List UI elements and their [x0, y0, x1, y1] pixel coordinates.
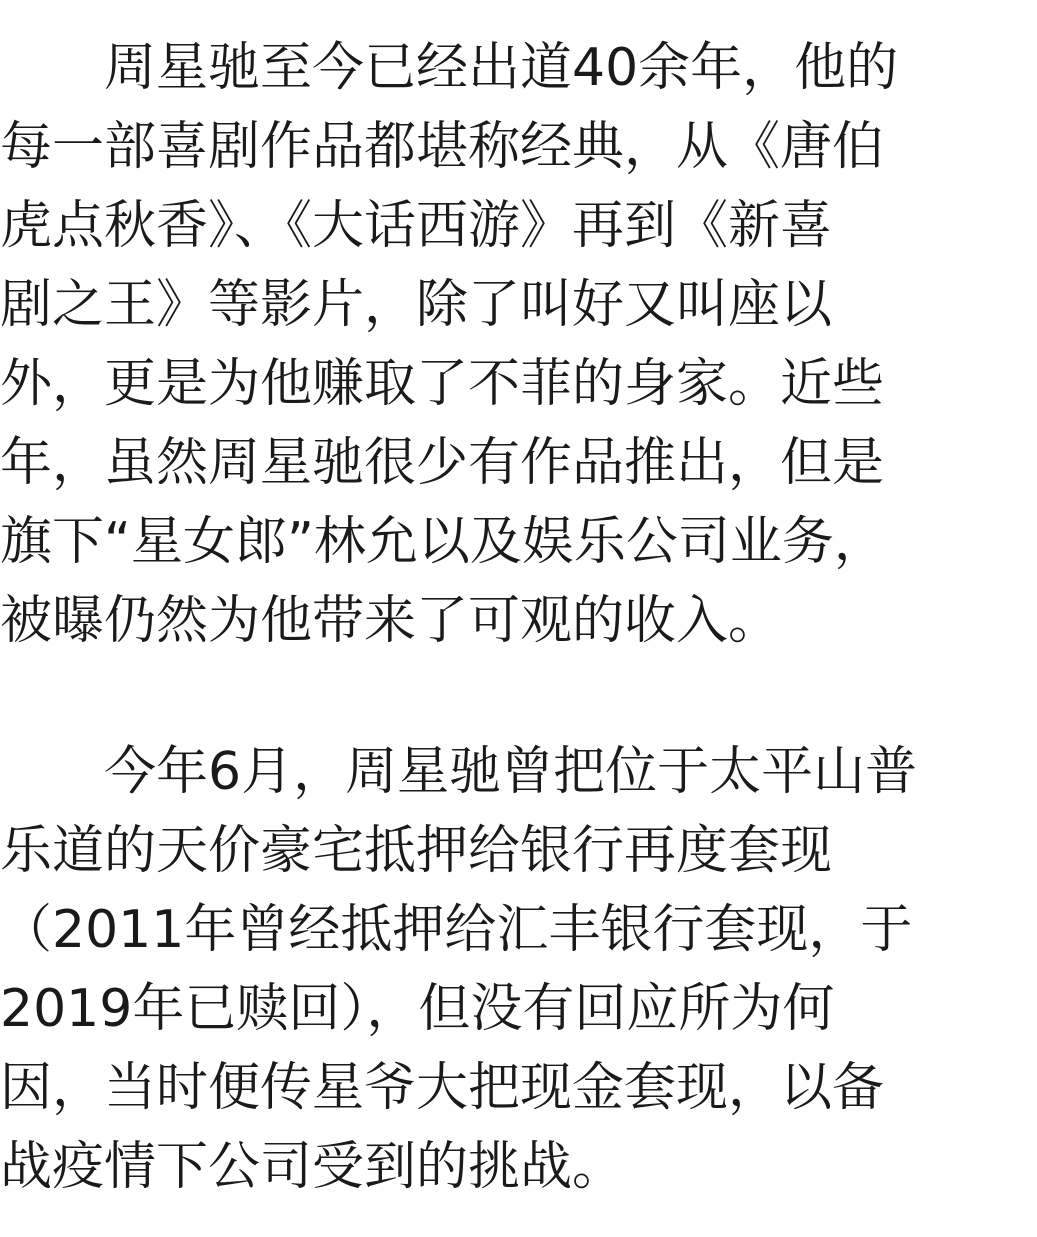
text-line: 周星驰至今已经出道40余年，他的: [0, 38, 899, 98]
text-line: 虎点秋香》、《大话西游》再到《新喜: [0, 196, 833, 256]
text-line: 旗下“星女郎”林允以及娱乐公司业务，: [0, 512, 886, 572]
text-line: 剧之王》等影片，除了叫好又叫座以: [0, 275, 833, 335]
text-line: 年，虽然周星驰很少有作品推出，但是: [0, 433, 885, 493]
text-line: 因，当时便传星爷大把现金套现，以备: [0, 1058, 885, 1118]
text-line: 2019年已赎回），但没有回应所为何: [0, 979, 835, 1039]
text-line: 乐道的天价豪宅抵押给银行再度套现: [0, 821, 833, 881]
text-line: 战疫情下公司受到的挑战。: [0, 1137, 625, 1197]
text-line: 被曝仍然为他带来了可观的收入。: [0, 591, 781, 651]
text-line: 每一部喜剧作品都堪称经典，从《唐伯: [0, 117, 885, 177]
text-line: 外，更是为他赚取了不菲的身家。近些: [0, 354, 885, 414]
text-line: （2011年曾经抵押给汇丰银行套现，于: [0, 900, 913, 960]
text-line: 今年6月，周星驰曾把位于太平山普: [0, 742, 918, 802]
